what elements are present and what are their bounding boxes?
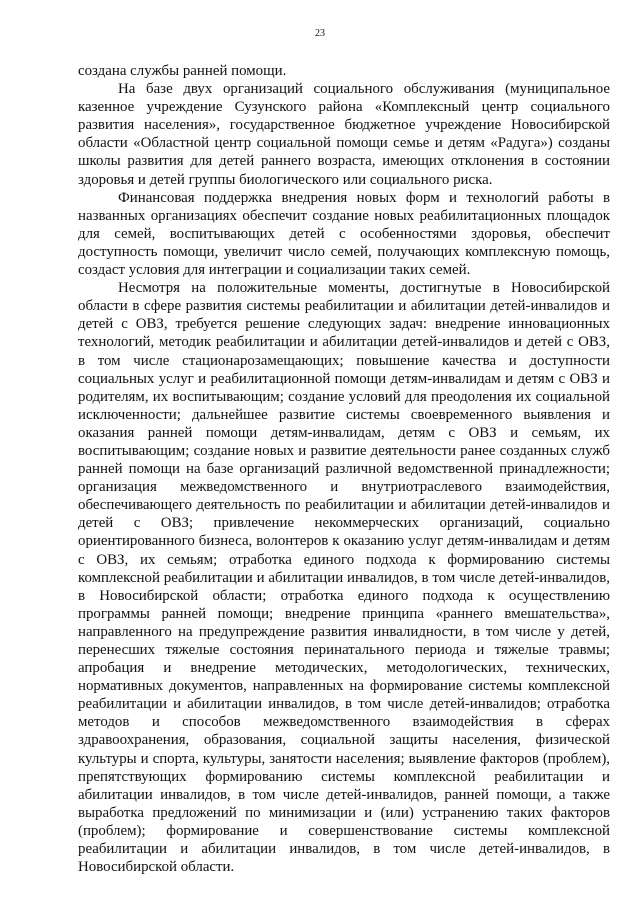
paragraph-continuation: создана службы ранней помощи. <box>78 63 287 79</box>
paragraph-schools: На базе двух организаций социального обслуживания (муниципальное казенное учреждение Сузунского района «Комплексный центр социального развития населения», государственное бюджетное учреждение Новосибирской области «Областной центр социальной помощи семье и детям «Радуга») созданы школы развития для детей раннего возраста, имеющих отклонения в состоянии здоровья и детей группы биологического или социального риска. <box>78 81 610 188</box>
page-number: 23 <box>315 28 325 39</box>
paragraph-financial-support: Финансовая поддержка внедрения новых форм и технологий работы в названных организациях обеспечит создание новых реабилитационных площадок для семей, воспитывающих детей с особенностями здоровья, обеспечит доступность помощи, увеличит число семей, получающих комплексную помощь, создаст условия для интеграции и социализации таких семей. <box>78 189 610 279</box>
document-body <box>78 62 610 876</box>
paragraph-tasks: Несмотря на положительные моменты, достигнутые в Новосибирской области в сфере развития системы реабилитации и абилитации детей-инвалидов и детей с ОВЗ, требуется решение следующих задач: внедрение инновационных технологий, методик реабилитации и абилитации детей-инвалидов и детей с ОВЗ, в том числе стационарозамещающих; повышение качества и доступности социальных услуг и реабилитационной помощи детям-инвалидам и детям с ОВЗ и родителям, их воспитывающим; создание условий для преодоления их социальной исключенности; дальнейшее развитие системы своевременного выявления и оказания ранней помощи детям-инвалидам, детям с ОВЗ и семьям, их воспитывающим; создание новых и развитие деятельности ранее созданных служб ранней помощи на базе организаций различной ведомственной принадлежности; организация межведомственного и внутриотраслевого взаимодействия, обеспечивающего деятельность по реабилитации и абилитации детей-инвалидов и детей с ОВЗ; привлечение некоммерческих организаций, социально ориентированного бизнеса, волонтеров к оказанию услуг детям-инвалидам и детям с ОВЗ, их семьям; отработка единого подхода к формированию системы комплексной реабилитации и абилитации инвалидов, в том числе детей-инвалидов, в Новосибирской области; отработка единого подхода к осуществлению программы ранней помощи; внедрение принципа «раннего вмешательства», направленного на предупреждение развития инвалидности, в том числе у детей, перенесших тяжелые состояния перинатального периода и тяжелые травмы; апробация и внедрение методических, методологических, технических, нормативных документов, направленных на формирование системы комплексной реабилитации и абилитации инвалидов, в том числе детей-инвалидов; отработка методов и способов межведомственного взаимодействия в сферах здравоохранения, образования, социальной защиты населения, физической культуры и спорта, культуры, занятости населения; выявление факторов (проблем), препятствующих формированию системы комплексной реабилитации и абилитации инвалидов, в том числе детей-инвалидов, ранней помощи, а также выработка предложений по минимизации и (или) устранению таких факторов (проблем); формирование и совершенствование системы комплексной реабилитации и абилитации инвалидов, в том числе детей-инвалидов, в Новосибирской области. <box>78 280 610 876</box>
